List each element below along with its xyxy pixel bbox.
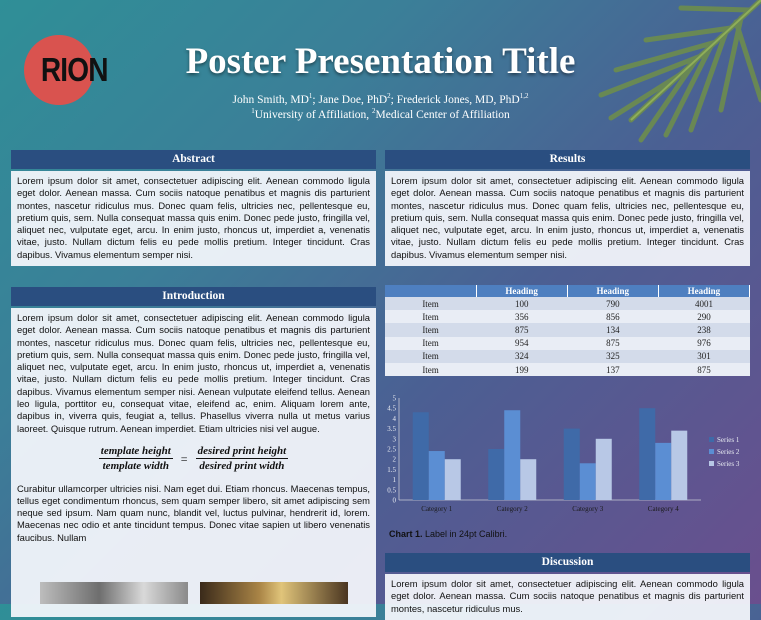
poster-title: Poster Presentation Title <box>185 41 576 82</box>
chart-bar <box>413 412 429 500</box>
chart-bar <box>596 439 612 500</box>
chart-bar <box>580 463 596 500</box>
formula-numerator-left: template height <box>99 445 173 459</box>
table-row <box>385 310 750 323</box>
author-2: ; Jane Doe, PhD <box>312 93 388 106</box>
chart-bar <box>520 459 536 500</box>
y-tick-label: 1.5 <box>387 465 396 474</box>
x-tick-label: Category 4 <box>647 505 679 513</box>
y-tick-label: 0.5 <box>387 486 396 495</box>
chart-bar <box>639 408 655 500</box>
table-header-row <box>385 285 750 297</box>
formula-equals: = <box>180 451 188 466</box>
table-cell: 238 <box>658 323 749 336</box>
author-3: ; Frederick Jones, MD, PhD <box>390 93 520 106</box>
table-header-cell: Heading <box>658 285 749 297</box>
chart-bar <box>429 451 445 500</box>
introduction-text-2: Curabitur ullamcorper ultricies nisi. Nam eget dui. Etiam rhoncus. Maecenas tempus, tellus eget condimentum rhoncus, sem quam semper libero, sit amet adipiscing sem neque sed ipsum. Nam quam nunc, blandit vel, luctus pulvinar, hendrerit id, lorem. Maecenas nec odio et ante tincidunt tempus. Donec vitae sapien ut libero venenatis faucibus. Nullam <box>17 482 370 543</box>
y-tick-label: 4 <box>392 414 396 423</box>
logo-text: RION <box>40 51 108 88</box>
affil-1: University of Affiliation, <box>254 108 373 121</box>
introduction-section <box>11 287 376 604</box>
x-tick-label: Category 2 <box>496 505 528 513</box>
introduction-body <box>11 308 376 617</box>
table-cell: 790 <box>567 297 658 310</box>
abstract-section <box>11 150 376 266</box>
table-header-cell: Heading <box>567 285 658 297</box>
results-heading: Results <box>385 150 750 169</box>
results-section <box>385 150 750 266</box>
table-cell: Item <box>385 297 476 310</box>
table-cell: 100 <box>476 297 567 310</box>
chart-bar <box>445 459 461 500</box>
author-2-sup: 2 <box>387 92 391 100</box>
formula-fraction-left <box>99 445 173 473</box>
table-row <box>385 350 750 363</box>
photo-grayscale <box>40 582 188 604</box>
table-cell: 856 <box>567 310 658 323</box>
y-tick-label: 2 <box>392 455 396 464</box>
y-tick-label: 1 <box>392 476 396 485</box>
table-cell: 976 <box>658 337 749 350</box>
chart-caption <box>389 529 507 539</box>
affil-2: Medical Center of Affiliation <box>375 108 510 121</box>
table-row <box>385 297 750 310</box>
y-tick-label: 3 <box>392 435 396 444</box>
chart-bar <box>488 449 504 500</box>
chart-bar <box>504 410 520 500</box>
y-tick-label: 2.5 <box>387 445 396 454</box>
chart-caption-label: Chart 1. <box>389 529 423 539</box>
authors-line <box>0 92 761 106</box>
discussion-heading: Discussion <box>385 553 750 572</box>
table-cell: 356 <box>476 310 567 323</box>
table-cell: Item <box>385 323 476 336</box>
table-cell: 875 <box>658 363 749 376</box>
y-tick-label: 5 <box>392 394 396 403</box>
table-cell: Item <box>385 363 476 376</box>
discussion-text: Lorem ipsum dolor sit amet, consectetuer adipiscing elit. Aenean commodo ligula eget dolor. Aenean massa. Cum sociis natoque penatibus et magnis dis parturient montes, nascetur ridiculus mus. <box>385 574 750 620</box>
table-cell: 875 <box>476 323 567 336</box>
legend-label: Series 3 <box>717 460 740 468</box>
affil-2-sup: 2 <box>372 107 376 115</box>
y-tick-label: 0 <box>392 496 396 505</box>
introduction-text-1: Lorem ipsum dolor sit amet, consectetuer adipiscing elit. Aenean commodo ligula eget dolor. Aenean massa. Cum sociis natoque penatibus et magnis dis parturient montes, nascetur ridiculus mus. Donec quam felis, ultricies nec, pellentesque eu, pretium quis, sem. Nulla consequat massa quis enim. Donec pede justo, fringilla vel, aliquet nec, vulputate eget, arcu. In enim justo, rhoncus ut, imperdiet a, venenatis vitae, justo. Nullam dictum felis eu pede mollis pretium. Integer tincidunt. Cras dapibus. Vivamus elementum semper nisi. Aenean vulputate eleifend tellus. Aenean leo ligula, porttitor eu, consequat vitae, eleifend ac, enim. Aliquam lorem ante, dapibus in, viverra quis, feugiat a, tellus. Phasellus viverra nulla ut metus varius laoreet. Quisque rutrum. Aenean imperdiet. Etiam ultricies nisi vel augue. <box>17 312 370 434</box>
legend-swatch <box>709 437 714 442</box>
legend-swatch <box>709 461 714 466</box>
author-1-sup: 1 <box>308 92 313 100</box>
author-3-sup: 1,2 <box>519 92 529 100</box>
photo-golden <box>200 582 348 604</box>
table-cell: Item <box>385 350 476 363</box>
chart-bar <box>564 429 580 500</box>
x-tick-label: Category 1 <box>421 505 453 513</box>
formula-numerator-right: desired print height <box>196 445 289 459</box>
abstract-text: Lorem ipsum dolor sit amet, consectetuer adipiscing elit. Aenean commodo ligula eget dolor. Aenean massa. Cum sociis natoque penatibus et magnis dis parturient montes, nascetur ridiculus mus. Donec quam felis, ultricies nec, pellentesque eu, pretium quis, sem. Nulla consequat massa quis enim. Donec pede justo, fringilla vel, aliquet nec, vulputate eget, arcu. In enim justo, rhoncus ut, imperdiet a, venenatis vitae, justo. Nullam dictum felis eu pede mollis pretium. Integer tincidunt. Cras dapibus. Vivamus elementum semper nisi. <box>11 171 376 266</box>
photo-strip <box>40 582 350 604</box>
legend-swatch <box>709 449 714 454</box>
abstract-heading: Abstract <box>11 150 376 169</box>
table-cell: 325 <box>567 350 658 363</box>
chart-caption-text: Label in 24pt Calibri. <box>422 529 508 539</box>
table-cell: 134 <box>567 323 658 336</box>
table-cell: 301 <box>658 350 749 363</box>
introduction-heading: Introduction <box>11 287 376 306</box>
chart-bar <box>671 431 687 500</box>
formula-denominator-right: desired print width <box>199 460 285 473</box>
affil-1-sup: 1 <box>251 107 255 115</box>
table-row <box>385 363 750 376</box>
results-text: Lorem ipsum dolor sit amet, consectetuer adipiscing elit. Aenean commodo ligula eget dolor. Aenean massa. Cum sociis natoque penatibus et magnis dis parturient montes, nascetur ridiculus mus. Donec quam felis, ultricies nec, pellentesque eu, pretium quis, sem. Nulla consequat massa quis enim. Donec pede justo, fringilla vel, aliquet nec, vulputate eget, arcu. In enim justo, rhoncus ut, imperdiet a, venenatis vitae, justo. Nullam dictum felis eu pede mollis pretium. Integer tincidunt. Cras dapibus. Vivamus elementum semper nisi. <box>385 171 750 266</box>
size-formula <box>17 445 370 473</box>
table-cell: 4001 <box>658 297 749 310</box>
table-cell: 137 <box>567 363 658 376</box>
legend-label: Series 2 <box>717 448 740 456</box>
table-row <box>385 337 750 350</box>
affiliations-line <box>0 107 761 121</box>
discussion-section <box>385 553 750 614</box>
formula-denominator-left: template width <box>102 460 169 473</box>
table-cell: 875 <box>567 337 658 350</box>
table-cell: 324 <box>476 350 567 363</box>
author-1: John Smith, MD <box>232 93 309 106</box>
bar-chart <box>383 390 753 520</box>
table-header-cell <box>385 285 476 297</box>
table-row <box>385 323 750 336</box>
results-table <box>385 285 750 376</box>
legend-label: Series 1 <box>717 436 740 444</box>
table-cell: 199 <box>476 363 567 376</box>
x-tick-label: Category 3 <box>572 505 604 513</box>
table-cell: Item <box>385 310 476 323</box>
formula-fraction-right <box>196 445 289 473</box>
table-cell: Item <box>385 337 476 350</box>
chart-bar <box>655 443 671 500</box>
y-tick-label: 4.5 <box>387 404 396 413</box>
table-cell: 290 <box>658 310 749 323</box>
table-header-cell: Heading <box>476 285 567 297</box>
y-tick-label: 3.5 <box>387 425 396 434</box>
table-cell: 954 <box>476 337 567 350</box>
